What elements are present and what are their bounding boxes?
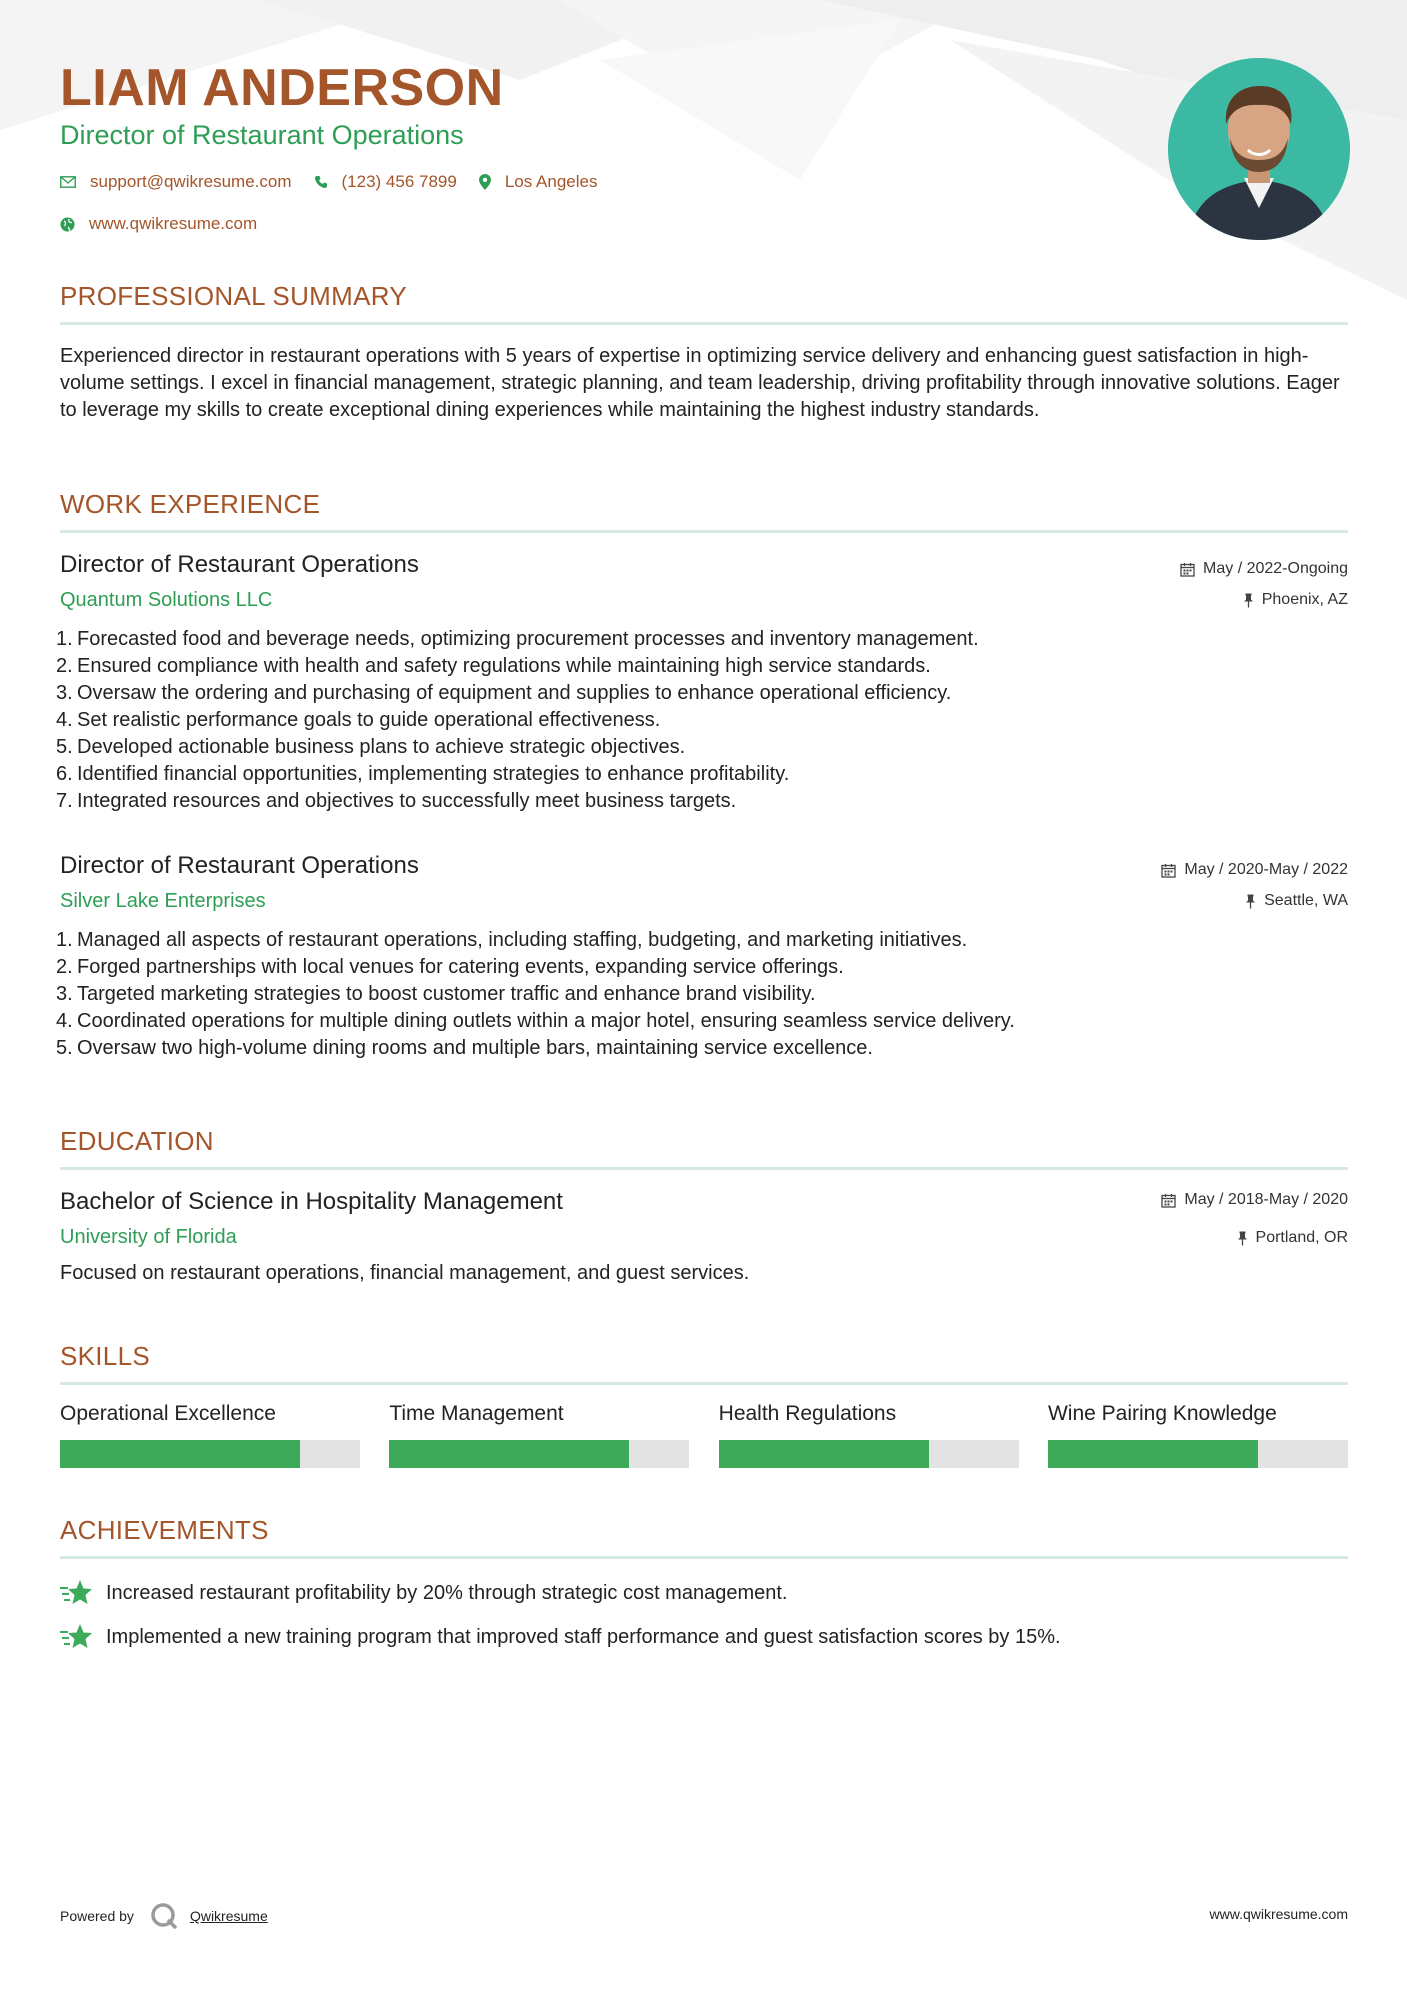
responsibility-number: 1. — [56, 929, 73, 951]
responsibility-item — [56, 680, 1348, 707]
skill-level-bar — [719, 1440, 1019, 1468]
responsibility-number: 7. — [56, 790, 73, 812]
education-section — [60, 1126, 1348, 1170]
skill-name: Operational Excellence — [60, 1402, 276, 1425]
summary-text: Experienced director in restaurant operations with 5 years of expertise in optimizing service delivery and enhancing guest satisfaction in high-volume settings. I excel in financial management, strategic planning, and team leadership, driving profitability through innovative solutions. Eager to leverage my skills to create exceptional dining experiences while maintaining the highest industry standards. — [60, 345, 1340, 421]
skill-level-bar — [389, 1440, 689, 1468]
job-responsibilities — [56, 626, 1348, 815]
responsibility-item — [56, 734, 1348, 761]
calendar-icon — [1161, 1193, 1176, 1208]
pushpin-icon — [1237, 1231, 1248, 1246]
skill-name: Wine Pairing Knowledge — [1047, 1402, 1277, 1425]
job-dates: May / 2022-Ongoing — [1203, 560, 1348, 577]
skill-level-bar — [1048, 1440, 1348, 1468]
job-title: Director of Restaurant Operations — [60, 852, 419, 879]
responsibility-item — [56, 626, 1348, 653]
job-company: Quantum Solutions LLC — [60, 589, 273, 611]
section-divider — [60, 1382, 1348, 1385]
job-responsibilities — [56, 927, 1348, 1062]
calendar-icon — [1161, 863, 1176, 878]
responsibility-text: Integrated resources and objectives to successfully meet business targets. — [77, 790, 737, 812]
job-company: Silver Lake Enterprises — [60, 890, 266, 912]
envelope-icon — [60, 176, 76, 188]
responsibility-item — [56, 981, 1348, 1008]
responsibility-number: 5. — [56, 736, 73, 758]
resume-page — [56, 0, 1348, 1990]
experience-title: WORK EXPERIENCE — [60, 489, 321, 519]
star-icon — [60, 1622, 92, 1652]
contact-phone[interactable] — [314, 172, 457, 192]
responsibility-item — [56, 954, 1348, 981]
responsibility-number: 3. — [56, 682, 73, 704]
job-location: Phoenix, AZ — [1261, 591, 1348, 608]
skill-level-fill — [389, 1440, 629, 1468]
responsibility-text: Forecasted food and beverage needs, optimizing procurement processes and inventory management. — [77, 628, 979, 650]
education-location: Portland, OR — [1255, 1229, 1348, 1246]
school-name: University of Florida — [60, 1226, 237, 1248]
section-divider — [60, 322, 1348, 325]
pushpin-icon — [1245, 894, 1256, 909]
responsibility-item — [56, 653, 1348, 680]
pushpin-icon — [1243, 593, 1254, 608]
job-meta — [1161, 852, 1348, 911]
footer-website[interactable]: www.qwikresume.com — [1209, 1906, 1348, 1922]
job-dates: May / 2020-May / 2022 — [1184, 861, 1348, 878]
achievement-item — [60, 1578, 787, 1608]
responsibility-text: Oversaw two high-volume dining rooms and multiple bars, maintaining service excellence. — [77, 1037, 873, 1059]
achievements-section — [60, 1515, 1348, 1559]
phone-text: (123) 456 7899 — [341, 172, 457, 191]
skill-name: Health Regulations — [718, 1402, 897, 1425]
education-dates: May / 2018-May / 2020 — [1184, 1191, 1348, 1208]
contact-website[interactable] — [60, 214, 257, 234]
skill-item — [389, 1402, 689, 1468]
profile-photo — [1168, 58, 1350, 240]
education-meta — [1161, 1188, 1348, 1248]
responsibility-item — [56, 1008, 1348, 1035]
globe-icon — [60, 217, 75, 232]
skill-item — [719, 1402, 1019, 1468]
education-entry — [60, 1188, 1348, 1285]
responsibility-number: 3. — [56, 983, 73, 1005]
summary-title: PROFESSIONAL SUMMARY — [60, 281, 407, 311]
achievement-text: Implemented a new training program that improved staff performance and guest satisfaction scores by 15%. — [106, 1625, 1061, 1648]
responsibility-number: 1. — [56, 628, 73, 650]
job-meta — [1180, 551, 1348, 610]
contact-location — [479, 172, 598, 192]
skill-name: Time Management — [389, 1402, 564, 1425]
responsibility-text: Oversaw the ordering and purchasing of equipment and supplies to enhance operational efficiency. — [77, 682, 952, 704]
job-entry — [56, 551, 1348, 815]
responsibility-text: Set realistic performance goals to guide operational effectiveness. — [77, 709, 661, 731]
responsibility-number: 5. — [56, 1037, 73, 1059]
responsibility-item — [56, 1035, 1348, 1062]
responsibility-item — [56, 761, 1348, 788]
responsibility-number: 2. — [56, 956, 73, 978]
responsibility-item — [56, 927, 1348, 954]
email-text: support@qwikresume.com — [90, 172, 292, 191]
location-text: Los Angeles — [504, 172, 598, 191]
responsibility-number: 4. — [56, 709, 73, 731]
skill-level-fill — [719, 1440, 929, 1468]
responsibility-text: Forged partnerships with local venues for catering events, expanding service offerings. — [77, 956, 844, 978]
achievements-title: ACHIEVEMENTS — [60, 1515, 269, 1545]
skill-level-fill — [60, 1440, 300, 1468]
education-title: EDUCATION — [60, 1126, 214, 1156]
website-text: www.qwikresume.com — [89, 214, 258, 233]
responsibility-number: 6. — [56, 763, 73, 785]
job-title: Director of Restaurant Operations — [60, 551, 419, 578]
responsibility-text: Targeted marketing strategies to boost customer traffic and enhance brand visibility. — [77, 983, 816, 1005]
skill-item — [1048, 1402, 1348, 1468]
responsibility-text: Developed actionable business plans to achieve strategic objectives. — [77, 736, 686, 758]
responsibility-item — [56, 788, 1348, 815]
responsibility-text: Managed all aspects of restaurant operations, including staffing, budgeting, and marketing initiatives. — [77, 929, 968, 951]
skill-item — [60, 1402, 360, 1468]
responsibility-number: 2. — [56, 655, 73, 677]
responsibility-text: Ensured compliance with health and safety regulations while maintaining high service standards. — [77, 655, 931, 677]
degree-title: Bachelor of Science in Hospitality Management — [60, 1188, 563, 1215]
section-divider — [60, 1556, 1348, 1559]
powered-by-label: Powered by — [60, 1908, 134, 1924]
responsibility-text: Identified financial opportunities, implementing strategies to enhance profitability. — [77, 763, 790, 785]
job-entry — [56, 852, 1348, 1062]
section-divider — [60, 1167, 1348, 1170]
star-icon — [60, 1578, 92, 1608]
summary-section — [60, 281, 1348, 424]
contact-email[interactable] — [60, 172, 292, 192]
qwikresume-link[interactable]: Qwikresume — [189, 1908, 268, 1924]
map-marker-icon — [479, 174, 491, 190]
responsibility-item — [56, 707, 1348, 734]
skills-title: SKILLS — [60, 1341, 150, 1371]
contact-row-website — [60, 214, 279, 234]
education-description: Focused on restaurant operations, financial management, and guest services. — [60, 1262, 750, 1284]
contact-row — [60, 172, 619, 192]
calendar-icon — [1180, 562, 1195, 577]
job-location: Seattle, WA — [1264, 892, 1348, 909]
qwikresume-logo-icon — [150, 1902, 178, 1930]
responsibility-text: Coordinated operations for multiple dining outlets within a major hotel, ensuring seamless service delivery. — [77, 1010, 1015, 1032]
experience-section — [60, 489, 1348, 533]
candidate-name: LIAM ANDERSON — [60, 59, 504, 117]
phone-icon — [314, 175, 328, 189]
achievement-item — [60, 1622, 1061, 1652]
skill-level-fill — [1048, 1440, 1258, 1468]
responsibility-number: 4. — [56, 1010, 73, 1032]
skills-section — [60, 1341, 1348, 1385]
candidate-headline: Director of Restaurant Operations — [60, 120, 464, 150]
skill-level-bar — [60, 1440, 360, 1468]
achievement-text: Increased restaurant profitability by 20% through strategic cost management. — [106, 1581, 788, 1604]
section-divider — [60, 530, 1348, 533]
